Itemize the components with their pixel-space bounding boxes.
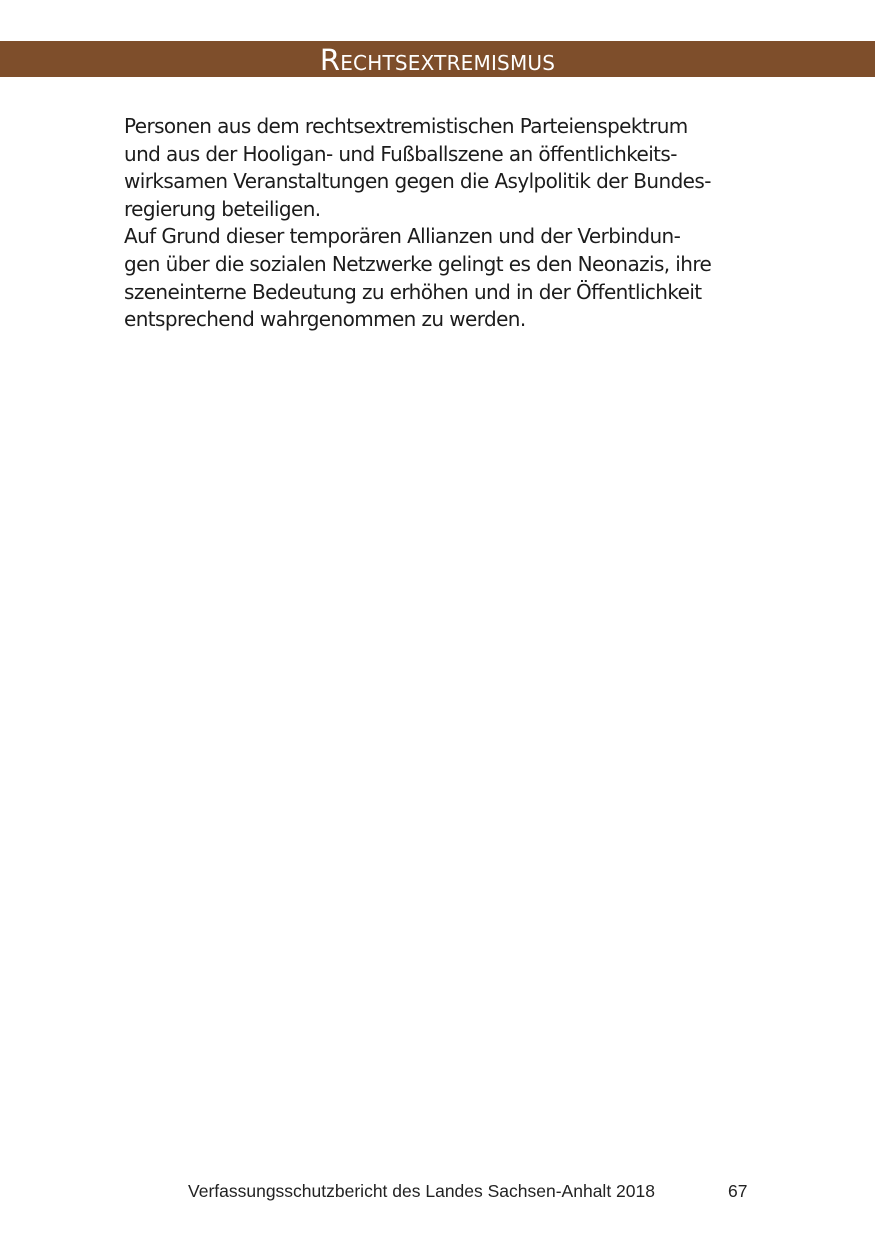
text-line: szeneinterne Bedeutung zu erhöhen und in der Öffentlichkeit [124,279,702,304]
footer-publication-title: Verfassungsschutzbericht des Landes Sachsen-Anhalt 2018 [188,1181,655,1201]
section-header-bar [0,41,875,77]
section-title: Rechtsextremismus [319,43,556,77]
page-number: 67 [728,1181,748,1201]
text-line: wirksamen Veranstaltungen gegen die Asylpolitik der Bundes- [124,169,711,194]
text-line: Personen aus dem rechtsextremistischen Parteienspektrum [124,114,688,138]
page-footer [0,1181,875,1205]
text-line: und aus der Hooligan- und Fußballszene an öffentlichkeits- [124,141,677,166]
text-line: gen über die sozialen Netzwerke gelingt es den Neonazis, ihre [124,251,712,276]
text-line: regierung beteiligen. [124,196,321,221]
body-paragraph [124,113,764,334]
text-line: Auf Grund dieser temporären Allianzen und der Verbindun- [124,224,681,249]
text-line: entsprechend wahrgenommen zu werden. [124,307,526,332]
